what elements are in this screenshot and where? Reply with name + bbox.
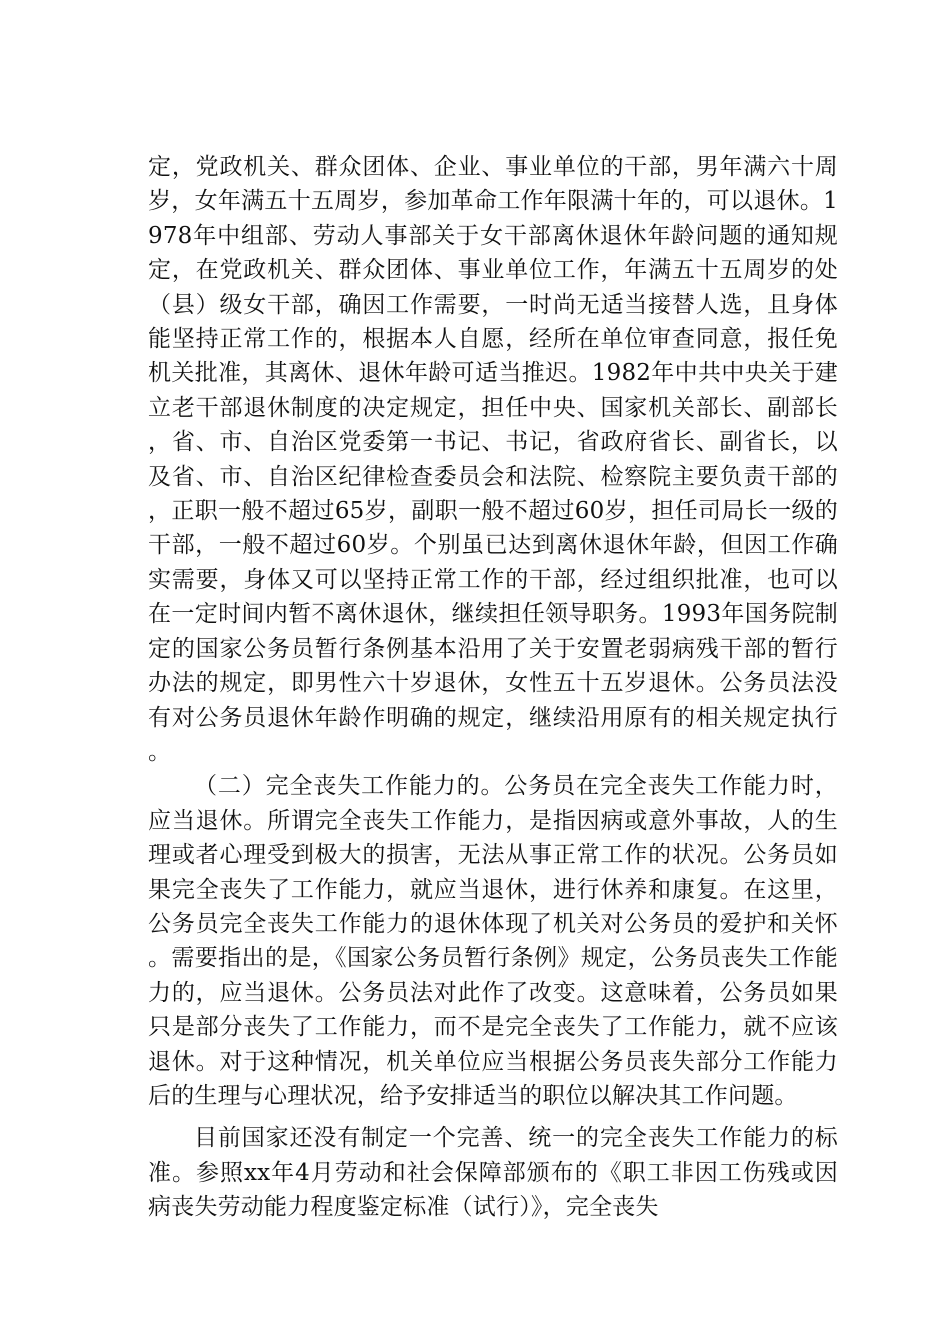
paragraph-incapacity: （二）完全丧失工作能力的。公务员在完全丧失工作能力时，应当退休。所谓完全丧失工作能力，是指因病或意外事故，人的生理或者心理受到极大的损害，无法从事正常工作的状况。公务员如果完全丧失了工作能力，就应当退休，进行休养和康复。在这里，公务员完全丧失工作能力的退休体现了机关对公务员的爱护和关怀。需要指出的是，《国家公务员暂行条例》规定，公务员丧失工作能力的，应当退休。公务员法对此作了改变。这意味着，公务员如果只是部分丧失了工作能力，而不是完全丧失了工作能力，就不应该退休。对于这种情况，机关单位应当根据公务员丧失部分工作能力后的生理与心理状况，给予安排适当的职位以解决其工作问题。 <box>148 773 838 1109</box>
paragraph-standard: 目前国家还没有制定一个完善、统一的完全丧失工作能力的标准。参照xx年4月劳动和社会保障部颁布的《职工非因工伤残或因病丧失劳动能力程度鉴定标准（试行）》，完全丧失 <box>148 1125 838 1221</box>
paragraph-retirement-age: 定，党政机关、群众团体、企业、事业单位的干部，男年满六十周岁，女年满五十五周岁，参加革命工作年限满十年的，可以退休。1978年中组部、劳动人事部关于女干部离休退休年龄问题的通知规定，在党政机关、群众团体、事业单位工作，年满五十五周岁的处（县）级女干部，确因工作需要，一时尚无适当接替人选，且身体能坚持正常工作的，根据本人自愿，经所在单位审查同意，报任免机关批准，其离休、退休年龄可适当推迟。1982年中共中央关于建立老干部退休制度的决定规定，担任中央、国家机关部长、副部长，省、市、自治区党委第一书记、书记，省政府省长、副省长，以及省、市、自治区纪律检查委员会和法院、检察院主要负责干部的，正职一般不超过65岁，副职一般不超过60岁，担任司局长一级的干部，一般不超过60岁。个别虽已达到离休退休年龄，但因工作确实需要，身体又可以坚持正常工作的干部，经过组织批准，也可以在一定时间内暂不离休退休，继续担任领导职务。1993年国务院制定的国家公务员暂行条例基本沿用了关于安置老弱病残干部的暂行办法的规定，即男性六十岁退休，女性五十五岁退休。公务员法没有对公务员退休年龄作明确的规定，继续沿用原有的相关规定执行。 <box>148 154 838 765</box>
document-body <box>148 150 838 1225</box>
